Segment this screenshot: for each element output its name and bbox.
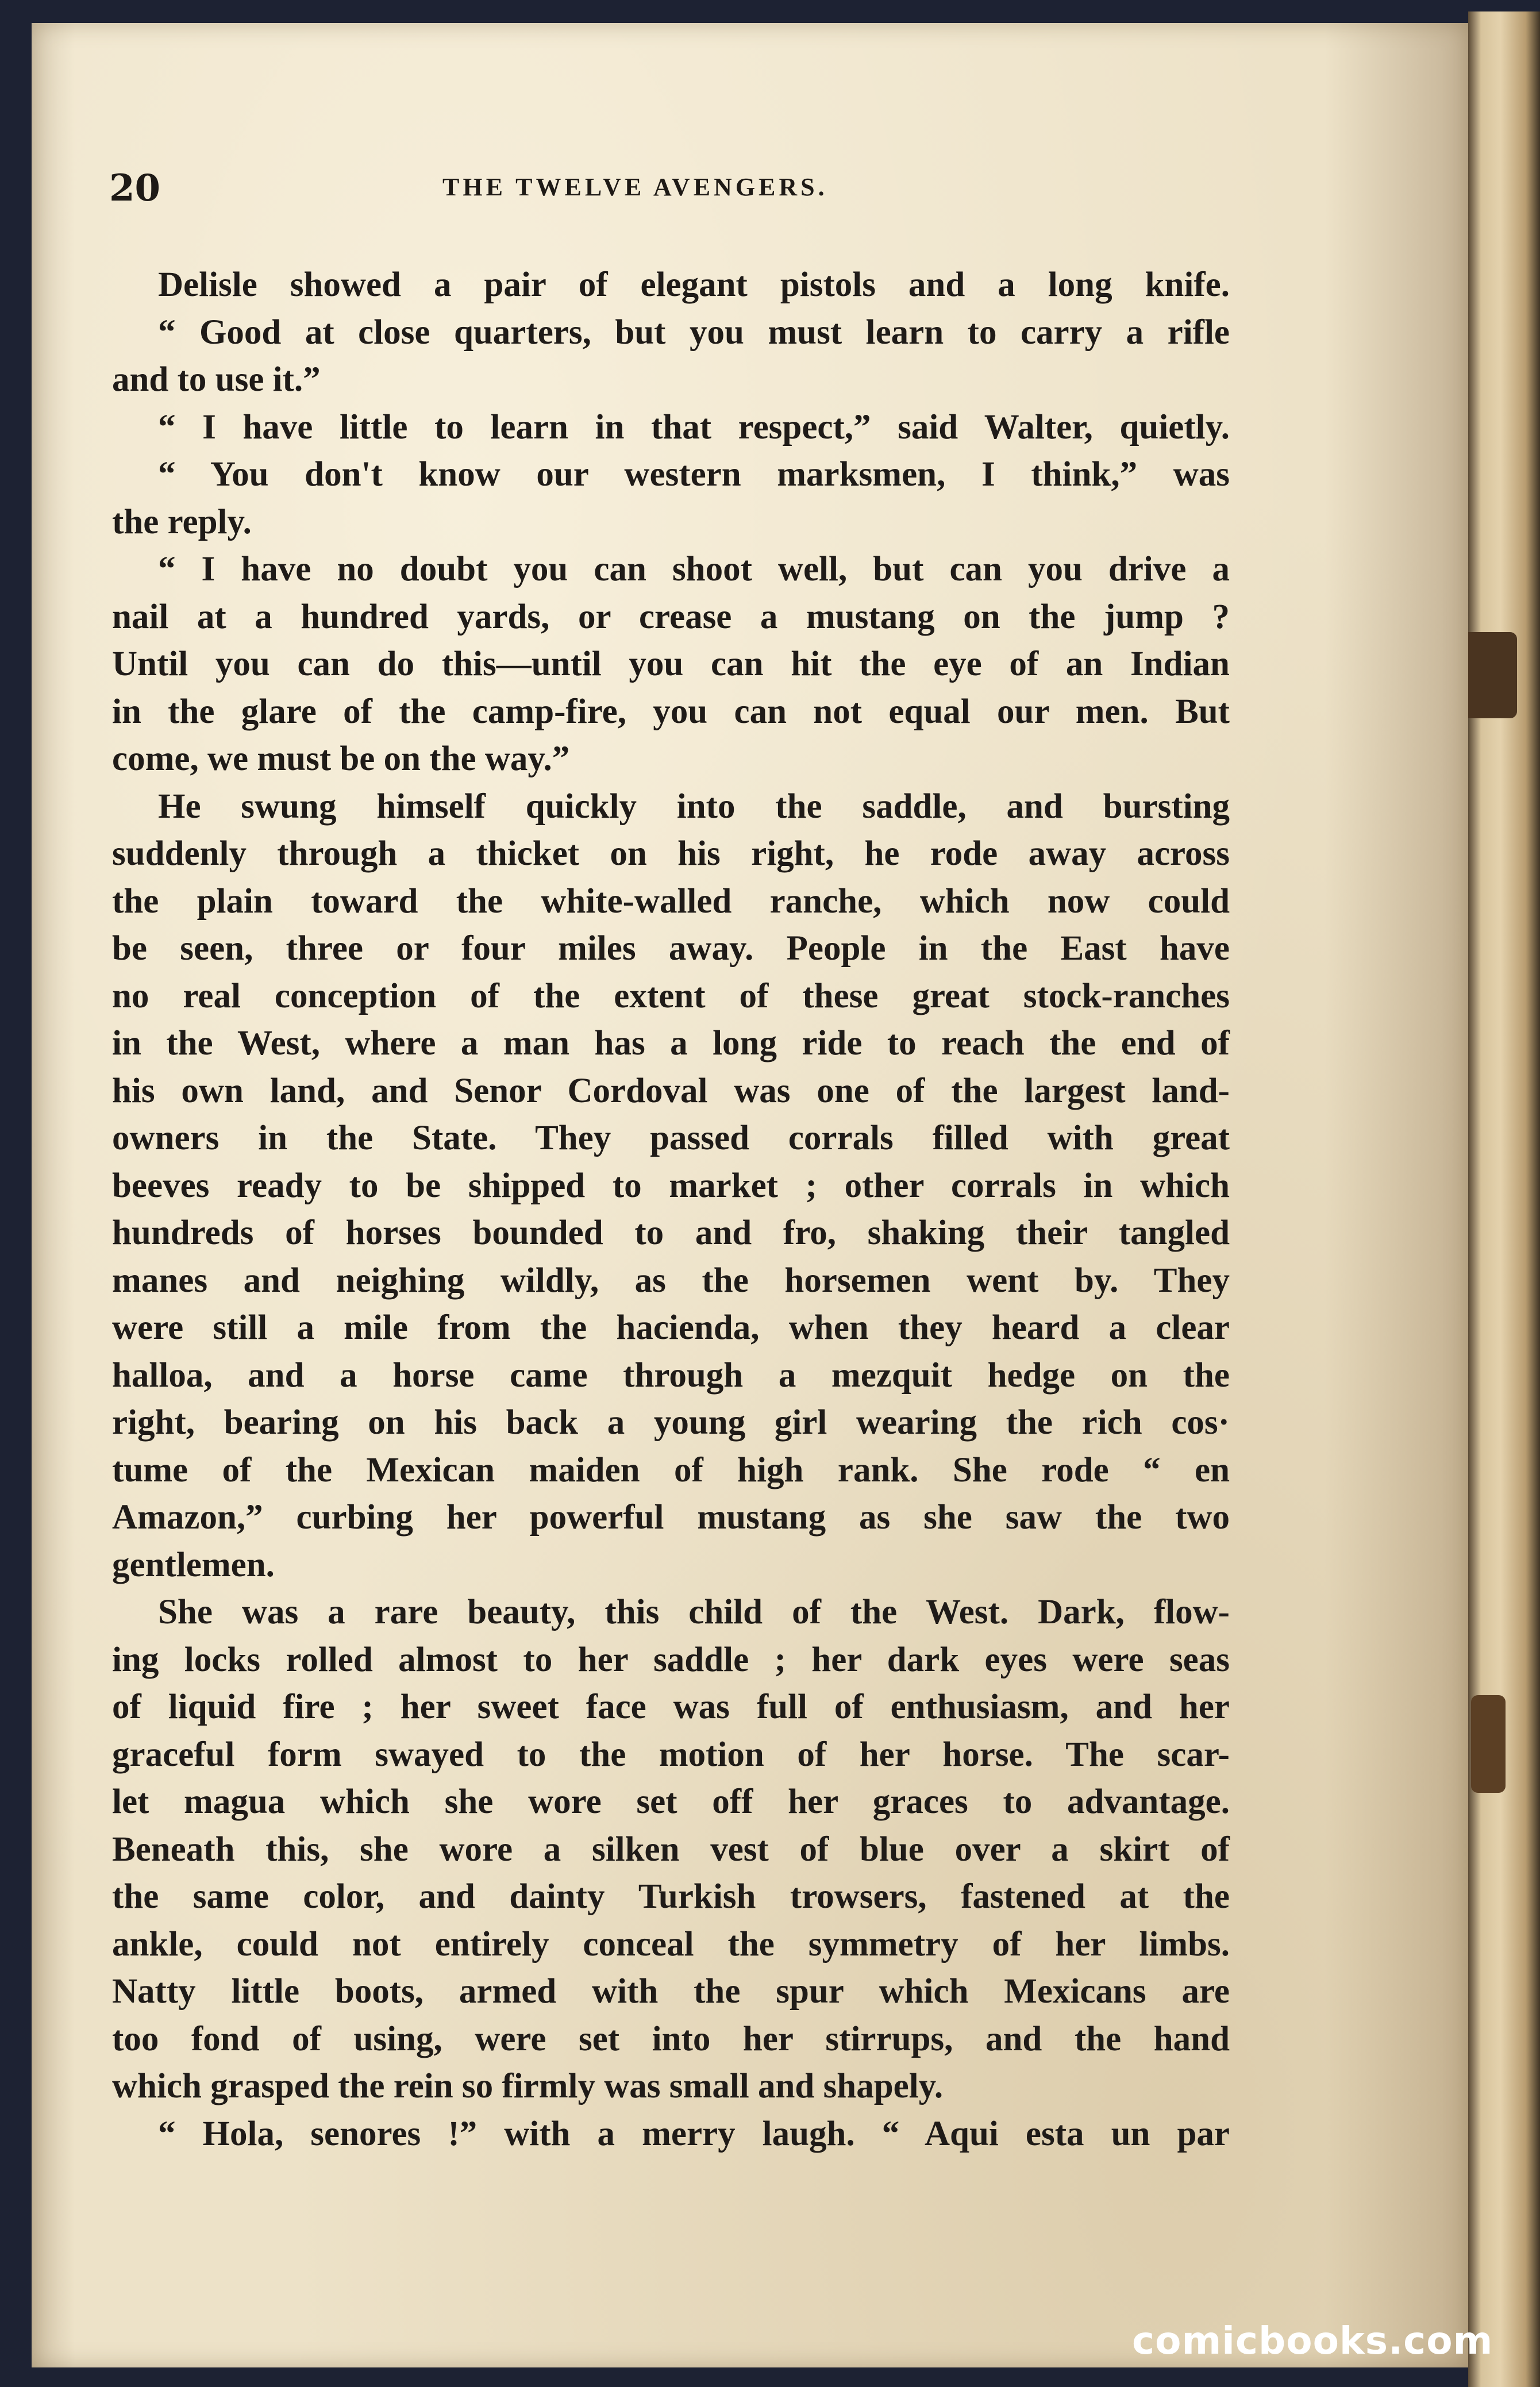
binding-tab bbox=[1471, 1695, 1506, 1793]
text-line: beeves ready to be shipped to market ; other corrals in which bbox=[112, 1166, 1230, 1205]
text-line: “ I have no doubt you can shoot well, but can you drive a bbox=[158, 550, 1230, 588]
text-line: “ Hola, senores !” with a merry laugh. “ Aqui esta un par bbox=[158, 2114, 1230, 2153]
text-line: “ Good at close quarters, but you must learn to carry a rifle bbox=[158, 313, 1230, 352]
text-line: no real conception of the extent of these great stock-ranches bbox=[112, 976, 1230, 1015]
text-line: She was a rare beauty, this child of the West. Dark, flow- bbox=[158, 1593, 1230, 1631]
text-line: in the glare of the camp-fire, you can not equal our men. But bbox=[112, 692, 1230, 731]
text-line: come, we must be on the way.” bbox=[112, 740, 570, 778]
text-line: “ You don't know our western marksmen, I think,” was bbox=[158, 455, 1230, 494]
text-line: let magua which she wore set off her graces to advantage. bbox=[112, 1782, 1230, 1821]
site-watermark: comicbooks.com bbox=[1132, 2319, 1493, 2363]
running-head: THE TWELVE AVENGERS. bbox=[442, 173, 828, 201]
text-line: be seen, three or four miles away. People in the East have bbox=[112, 929, 1230, 968]
text-line: manes and neighing wildly, as the horsemen went by. They bbox=[112, 1261, 1230, 1300]
text-line: Natty little boots, armed with the spur which Mexicans are bbox=[112, 1972, 1230, 2011]
text-line: suddenly through a thicket on his right, he rode away across bbox=[112, 834, 1230, 873]
text-line: nail at a hundred yards, or crease a mustang on the jump ? bbox=[112, 597, 1230, 636]
text-line: in the West, where a man has a long ride to reach the end of bbox=[112, 1024, 1230, 1062]
text-line: the reply. bbox=[112, 502, 252, 541]
text-line: right, bearing on his back a young girl wearing the rich cos· bbox=[112, 1403, 1230, 1442]
text-line: Amazon,” curbing her powerful mustang as she saw the two bbox=[112, 1498, 1230, 1537]
text-line: and to use it.” bbox=[112, 360, 321, 399]
text-line: “ I have little to learn in that respect,” said Walter, quietly. bbox=[158, 407, 1230, 446]
page-header bbox=[109, 167, 1230, 218]
text-line: the plain toward the white-walled ranche, which now could bbox=[112, 881, 1230, 921]
text-line: were still a mile from the hacienda, when they heard a clear bbox=[112, 1308, 1230, 1347]
text-line: his own land, and Senor Cordoval was one of the largest land- bbox=[112, 1071, 1230, 1110]
text-line: Beneath this, she wore a silken vest of blue over a skirt of bbox=[112, 1830, 1230, 1869]
text-line: Delisle showed a pair of elegant pistols and a long knife. bbox=[158, 265, 1230, 304]
body-text bbox=[112, 261, 1230, 2158]
text-line: too fond of using, were set into her stirrups, and the hand bbox=[112, 2019, 1230, 2058]
text-line: Until you can do this—until you can hit the eye of an Indian bbox=[112, 645, 1230, 683]
text-line: He swung himself quickly into the saddle, and bursting bbox=[158, 787, 1230, 826]
page-number: 20 bbox=[109, 167, 161, 210]
book-spine-edge bbox=[1468, 11, 1540, 2387]
text-line: ing locks rolled almost to her saddle ; her dark eyes were seas bbox=[112, 1640, 1230, 1679]
text-line: gentlemen. bbox=[112, 1545, 275, 1584]
text-line: hundreds of horses bounded to and fro, shaking their tangled bbox=[112, 1214, 1230, 1252]
text-line: the same color, and dainty Turkish trowsers, fastened at the bbox=[112, 1877, 1230, 1916]
text-line: tume of the Mexican maiden of high rank. She rode “ en bbox=[112, 1450, 1230, 1489]
text-line: ankle, could not entirely conceal the symmetry of her limbs. bbox=[112, 1924, 1230, 1964]
text-line: halloa, and a horse came through a mezquit hedge on the bbox=[112, 1356, 1230, 1395]
text-line: of liquid fire ; her sweet face was full of enthusiasm, and her bbox=[112, 1688, 1230, 1726]
text-line: graceful form swayed to the motion of her horse. The scar- bbox=[112, 1735, 1230, 1774]
text-line: owners in the State. They passed corrals filled with great bbox=[112, 1119, 1230, 1157]
text-line: which grasped the rein so firmly was small and shapely. bbox=[112, 2067, 944, 2105]
